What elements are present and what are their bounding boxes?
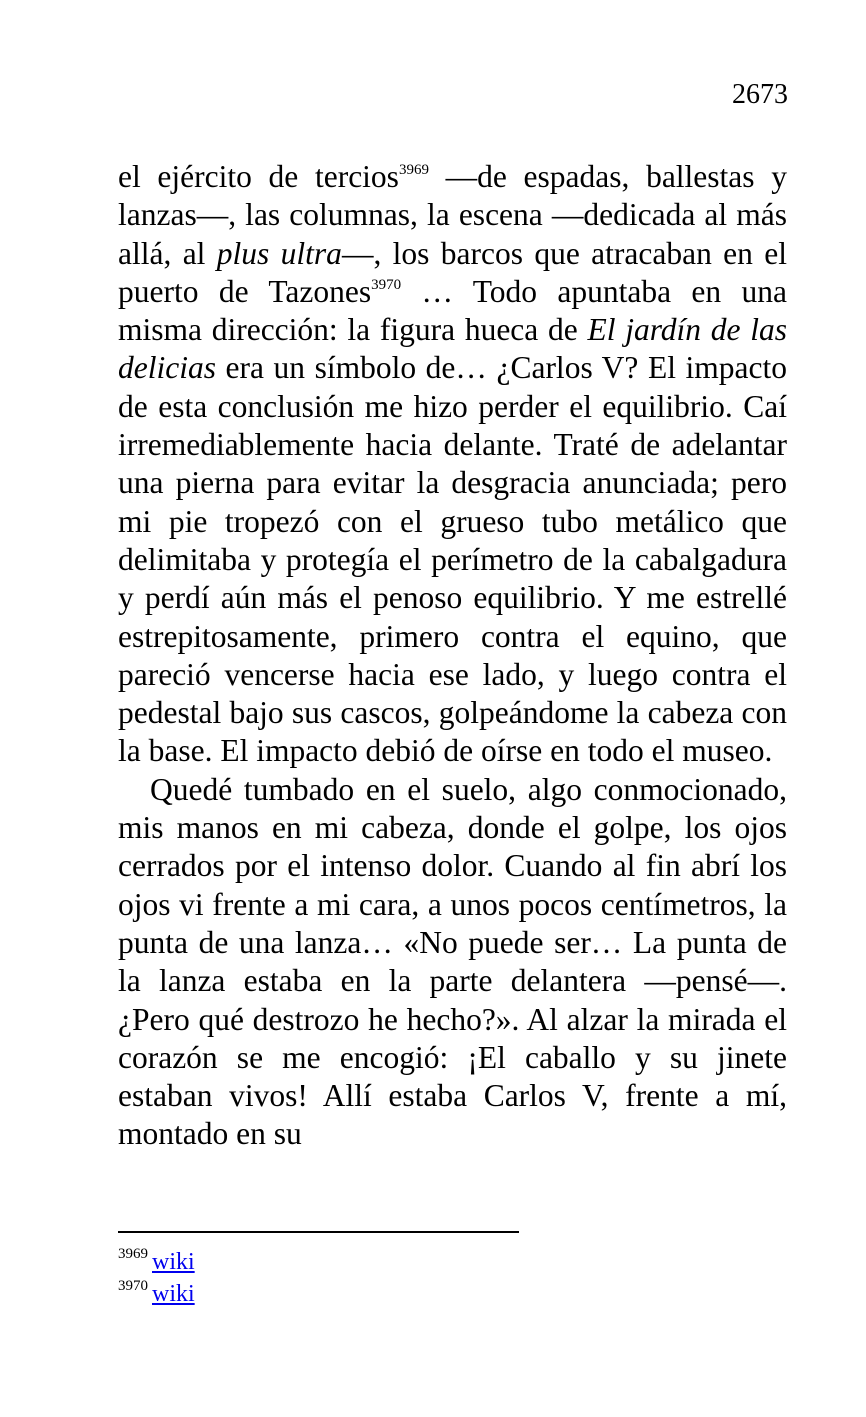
- footnote-ref-3969[interactable]: 3969: [398, 162, 429, 178]
- footnote-ref-3970[interactable]: 3970: [371, 276, 402, 293]
- paragraph-2: Quedé tumbado en el suelo, algo conmocionado, mis manos en mi cabeza, donde el golpe, los ojos cerrados por el intenso dolor. Cuando al fin abrí los ojos vi frente a mi cara, a unos pocos centímetros, la punta de una lanza… «No puede ser… La punta de la lanza estaba en la parte delantera —pensé—. ¿Pero qué destrozo he hecho?». Al alzar la mirada el corazón se me encogió: ¡El caballo y su jinete estaban vivos! Allí estaba Carlos V, frente a mí, montado en su: [118, 771, 787, 1152]
- text-run: … Todo apuntaba en una misma dirección: la figura hueca de: [118, 273, 787, 348]
- footnote-link-wiki[interactable]: wiki: [152, 1281, 195, 1307]
- italic-title: El jardín de las delicias: [118, 312, 787, 386]
- text-run: el ejército de tercios: [118, 159, 399, 194]
- italic-phrase: plus ultra: [216, 235, 342, 271]
- text-run: —, los barcos que atracaban en el puerto de Tazones: [118, 235, 788, 309]
- text-run: —de espadas, ballestas y lanzas—, las columnas, la escena —dedicada al más allá, al: [118, 159, 787, 271]
- body-text: [118, 158, 787, 1154]
- footnote-link-wiki[interactable]: wiki: [152, 1249, 195, 1275]
- footnote-3970: [118, 1278, 195, 1310]
- text-run: era un símbolo de… ¿Carlos V? El impacto de esta conclusión me hizo perder el equilibrio. Caí irremediablemente hacia delante. Traté de adelantar una pierna para evitar la desgracia anunciada; pero mi pie tropezó con el grueso tubo metálico que delimitaba y protegía el perímetro de la cabalgadura y perdí aún más el penoso equilibrio. Y me estrellé estrepitosamente, primero contra el equino, que pareció vencerse hacia ese lado, y luego contra el pedestal bajo sus cascos, golpeándome la cabeza con la base. El impacto debió de oírse en todo el museo.: [118, 350, 787, 769]
- footnote-number: 3969: [118, 1246, 148, 1262]
- paragraph-1: [118, 158, 787, 771]
- page-number: 2673: [732, 79, 788, 110]
- footnotes: [118, 1246, 195, 1310]
- footnote-separator: [118, 1231, 519, 1233]
- footnote-number: 3970: [118, 1278, 148, 1294]
- footnote-3969: [118, 1246, 195, 1278]
